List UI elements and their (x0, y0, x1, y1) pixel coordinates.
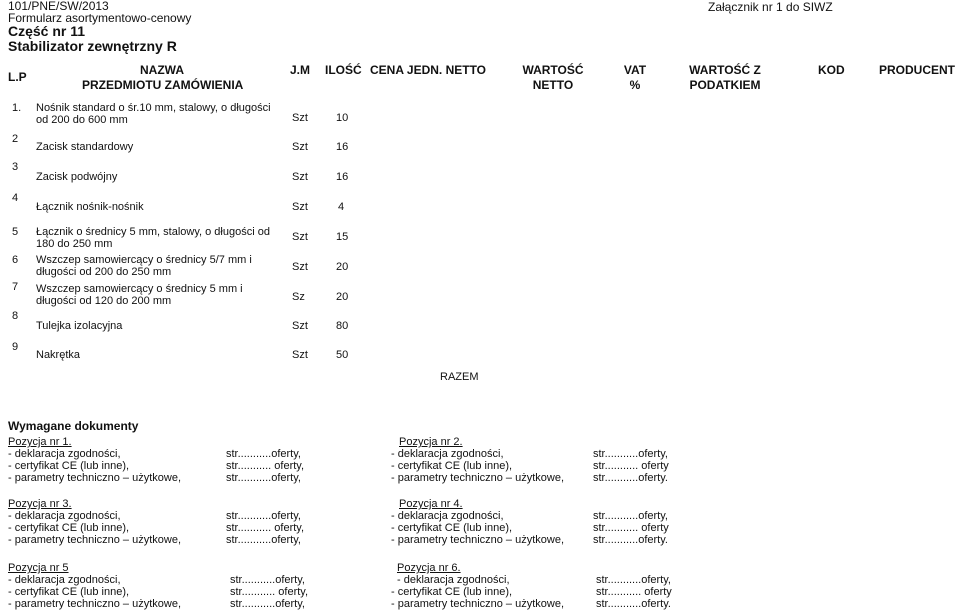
row-8-lp: 8 (12, 310, 19, 322)
doc-block-5-refs: str...........oferty, str........... oferty, str...........oferty, (230, 574, 309, 610)
form-name: Formularz asortymentowo-cenowy (8, 11, 192, 25)
row-2-qty: 16 (336, 141, 349, 153)
column-vat: VAT % (623, 63, 647, 92)
doc-block-1-refs: str...........oferty, str........... oferty, str...........oferty, (226, 448, 305, 484)
row-8-name: Tulejka izolacyjna (36, 320, 123, 332)
doc-block-6-refs: str...........oferty, str........... oferty str...........oferty. (596, 574, 672, 610)
row-7-unit: Sz (292, 291, 305, 303)
doc-block-2-refs: str...........oferty, str........... oferty str...........oferty. (593, 448, 669, 484)
total-label: RAZEM (440, 371, 479, 383)
doc-block-4: Pozycja nr 4. - deklaracja zgodności, - certyfikat CE (lub inne), - parametry techniczno – użytkowe, (391, 498, 565, 546)
column-unit-price: CENA JEDN. NETTO (370, 63, 487, 77)
row-6-qty: 20 (336, 261, 349, 273)
row-9-name: Nakrętka (36, 349, 81, 361)
row-6-unit: Szt (292, 261, 308, 273)
column-gross: WARTOŚĆ Z PODATKIEM (689, 63, 761, 92)
doc-block-6: Pozycja nr 6. - deklaracja zgodności, - certyfikat CE (lub inne), - parametry techniczno – użytkowe, (391, 562, 565, 610)
doc-block-1: Pozycja nr 1. - deklaracja zgodności, - certyfikat CE (lub inne), - parametry techniczno – użytkowe, (8, 436, 182, 484)
row-1-name: Nośnik standard o śr.10 mm, stalowy, o długości od 200 do 600 mm (36, 102, 271, 126)
row-3-qty: 16 (336, 171, 349, 183)
doc-block-3: Pozycja nr 3. - deklaracja zgodności, - certyfikat CE (lub inne), - parametry techniczno – użytkowe, (8, 498, 182, 546)
row-7-lp: 7 (12, 281, 19, 293)
column-qty: ILOŚĆ (325, 63, 362, 77)
row-3-unit: Szt (292, 171, 308, 183)
doc-block-5: Pozycja nr 5 - deklaracja zgodności, - certyfikat CE (lub inne), - parametry techniczno – użytkowe, (8, 562, 182, 610)
row-9-unit: Szt (292, 349, 308, 361)
row-1-unit: Szt (292, 112, 308, 124)
row-2-lp: 2 (12, 133, 19, 145)
row-5-name: Łącznik o średnicy 5 mm, stalowy, o długości od 180 do 250 mm (36, 226, 270, 250)
row-9-lp: 9 (12, 341, 19, 353)
row-2-name: Zacisk standardowy (36, 141, 134, 153)
row-7-name: Wszczep samowiercący o średnicy 5 mm i długości od 120 do 200 mm (36, 283, 243, 307)
column-producer: PRODUCENT (879, 63, 956, 77)
column-name: NAZWA PRZEDMIOTU ZAMÓWIENIA (82, 63, 244, 92)
row-4-qty: 4 (338, 201, 345, 213)
row-8-unit: Szt (292, 320, 308, 332)
document-title: Stabilizator zewnętrzny R (8, 38, 177, 54)
row-4-lp: 4 (12, 192, 19, 204)
row-4-name: Łącznik nośnik-nośnik (36, 201, 144, 213)
doc-block-3-refs: str...........oferty, str........... oferty, str...........oferty, (226, 510, 305, 546)
doc-block-2: Pozycja nr 2. - deklaracja zgodności, - certyfikat CE (lub inne), - parametry techniczno – użytkowe, (391, 436, 565, 484)
row-6-lp: 6 (12, 254, 19, 266)
row-5-qty: 15 (336, 231, 349, 243)
column-lp: L.P (8, 70, 27, 84)
column-jm: J.M (290, 63, 311, 77)
row-6-name: Wszczep samowiercący o średnicy 5/7 mm i długości od 200 do 250 mm (36, 254, 252, 278)
document-header (8, 0, 191, 54)
reference-number: 101/PNE/SW/2013 (8, 0, 109, 13)
column-code: KOD (818, 63, 845, 77)
row-1-qty: 10 (336, 112, 349, 124)
row-1-lp: 1. (12, 102, 22, 114)
row-3-name: Zacisk podwójny (36, 171, 118, 183)
doc-block-4-refs: str...........oferty, str........... oferty str...........oferty. (593, 510, 669, 546)
documents-title: Wymagane dokumenty (8, 419, 139, 433)
row-2-unit: Szt (292, 141, 308, 153)
row-5-lp: 5 (12, 226, 19, 238)
row-7-qty: 20 (336, 291, 349, 303)
annex-label: Załącznik nr 1 do SIWZ (708, 0, 833, 14)
row-4-unit: Szt (292, 201, 308, 213)
row-3-lp: 3 (12, 161, 19, 173)
part-number: Część nr 11 (8, 23, 86, 39)
row-9-qty: 50 (336, 349, 349, 361)
row-5-unit: Szt (292, 231, 308, 243)
column-netto: WARTOŚĆ NETTO (522, 63, 584, 92)
row-8-qty: 80 (336, 320, 349, 332)
